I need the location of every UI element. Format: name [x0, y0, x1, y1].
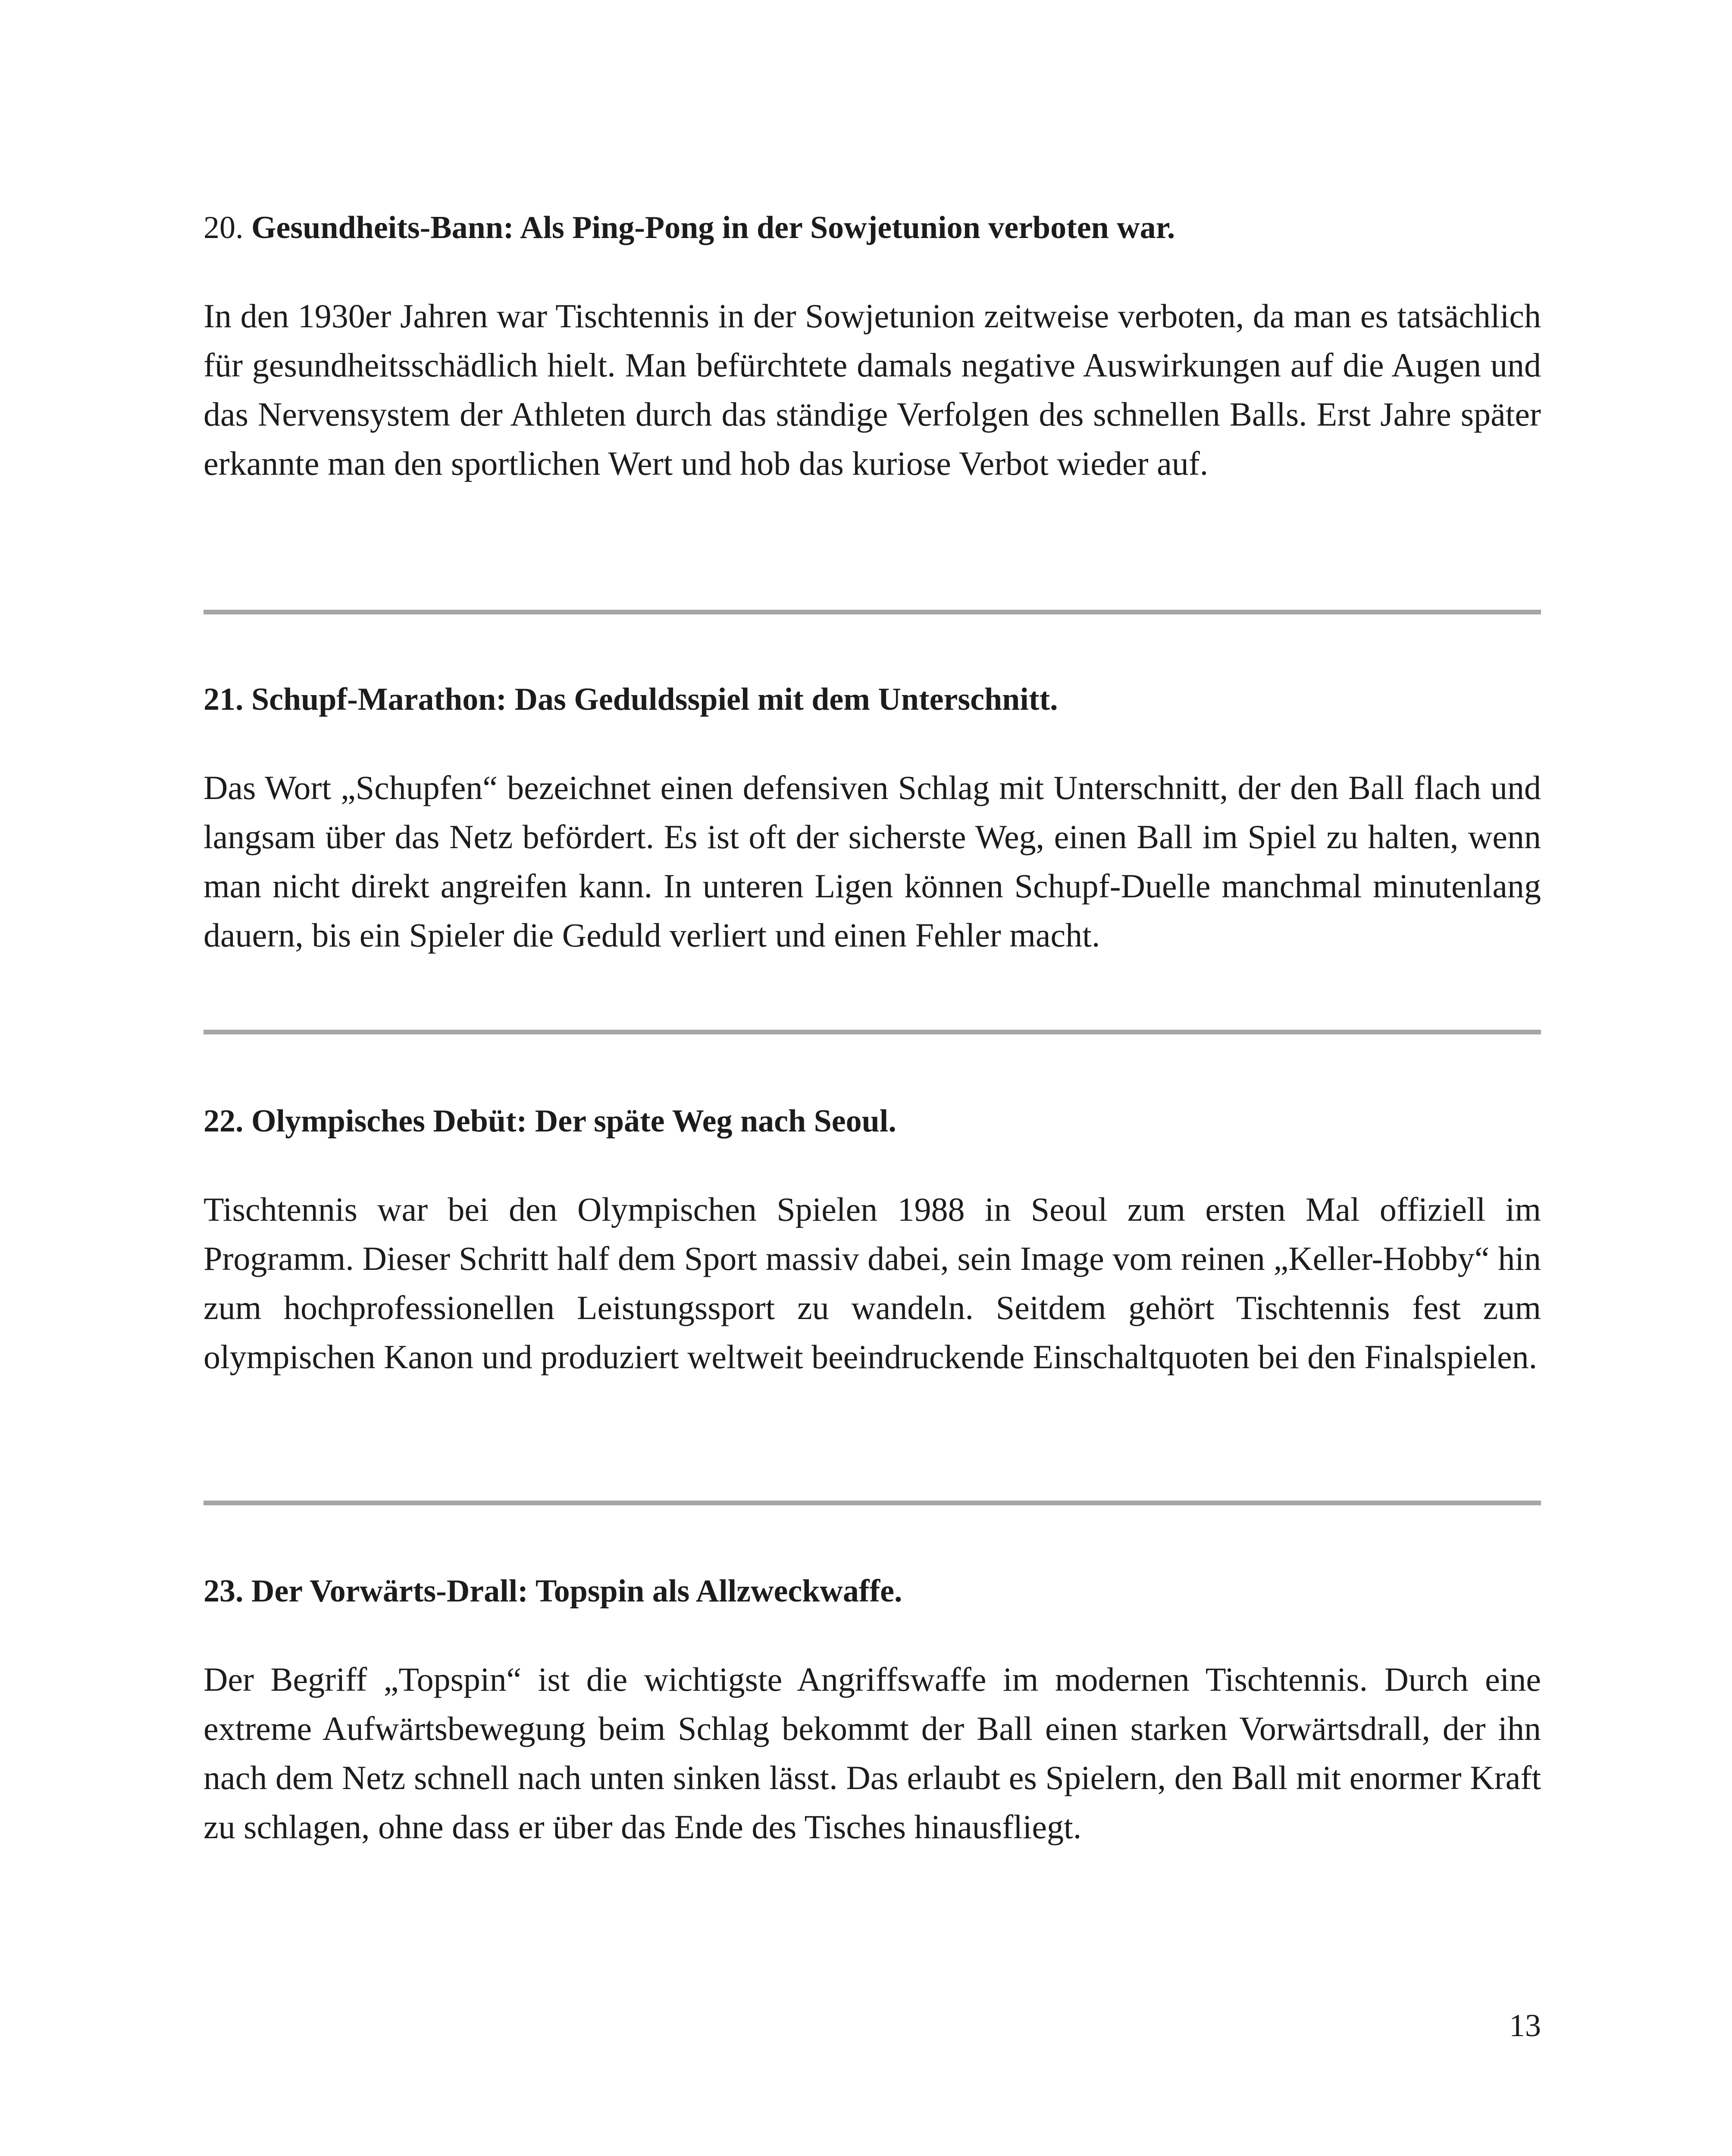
section-number: 20.	[204, 210, 244, 245]
section-divider	[204, 1030, 1541, 1034]
section-title: Der Vorwärts-Drall: Topspin als Allzweckwaffe.	[251, 1573, 902, 1609]
section-number: 22.	[204, 1103, 244, 1139]
section-body: Der Begriff „Topspin“ ist die wichtigste Angriffswaffe im modernen Tischtennis. Durch eine extreme Aufwärtsbewegung beim Schlag bekommt der Ball einen starken Vorwärtsdrall, der ihn nach dem Netz schnell nach unten sinken lässt. Das erlaubt es Spielern, den Ball mit enormer Kraft zu schlagen, ohne dass er über das Ende des Tisches hinausfliegt.	[204, 1661, 1541, 1846]
section-title: Olympisches Debüt: Der späte Weg nach Seoul.	[251, 1103, 896, 1139]
section-body: In den 1930er Jahren war Tischtennis in der Sowjetunion zeitweise verboten, da man es tatsächlich für gesundheitsschädlich hielt. Man befürchtete damals negative Auswirkungen auf die Augen und das Nervensystem der Athleten durch das ständige Verfolgen des schnellen Balls. Erst Jahre später erkannte man den sportlichen Wert und hob das kuriose Verbot wieder auf.	[204, 297, 1541, 482]
page-number: 13	[1509, 2008, 1541, 2043]
section-body: Das Wort „Schupfen“ bezeichnet einen defensiven Schlag mit Unterschnitt, der den Ball flach und langsam über das Netz befördert. Es ist oft der sicherste Weg, einen Ball im Spiel zu halten, wenn man nicht direkt angreifen kann. In unteren Ligen können Schupf-Duelle manchmal minutenlang dauern, bis ein Spieler die Geduld verliert und einen Fehler macht.	[204, 769, 1541, 954]
section-title: Gesundheits-Bann: Als Ping-Pong in der Sowjetunion verboten war.	[251, 210, 1175, 245]
document-page	[204, 0, 1541, 2156]
section-heading	[204, 206, 1541, 249]
section-number: 21.	[204, 682, 244, 717]
section-heading	[204, 1100, 1541, 1143]
section-title: Schupf-Marathon: Das Geduldsspiel mit dem Unterschnitt.	[251, 682, 1058, 717]
section-divider	[204, 610, 1541, 614]
section-divider	[204, 1501, 1541, 1505]
section-number: 23.	[204, 1573, 244, 1609]
section-body: Tischtennis war bei den Olympischen Spielen 1988 in Seoul zum ersten Mal offiziell im Programm. Dieser Schritt half dem Sport massiv dabei, sein Image vom reinen „Keller-Hobby“ hin zum hochprofessionellen Leistungssport zu wandeln. Seitdem gehört Tischtennis fest zum olympischen Kanon und produziert weltweit beeindruckende Einschaltquoten bei den Finalspielen.	[204, 1191, 1541, 1376]
section-heading	[204, 1570, 1541, 1613]
section-heading	[204, 678, 1541, 721]
